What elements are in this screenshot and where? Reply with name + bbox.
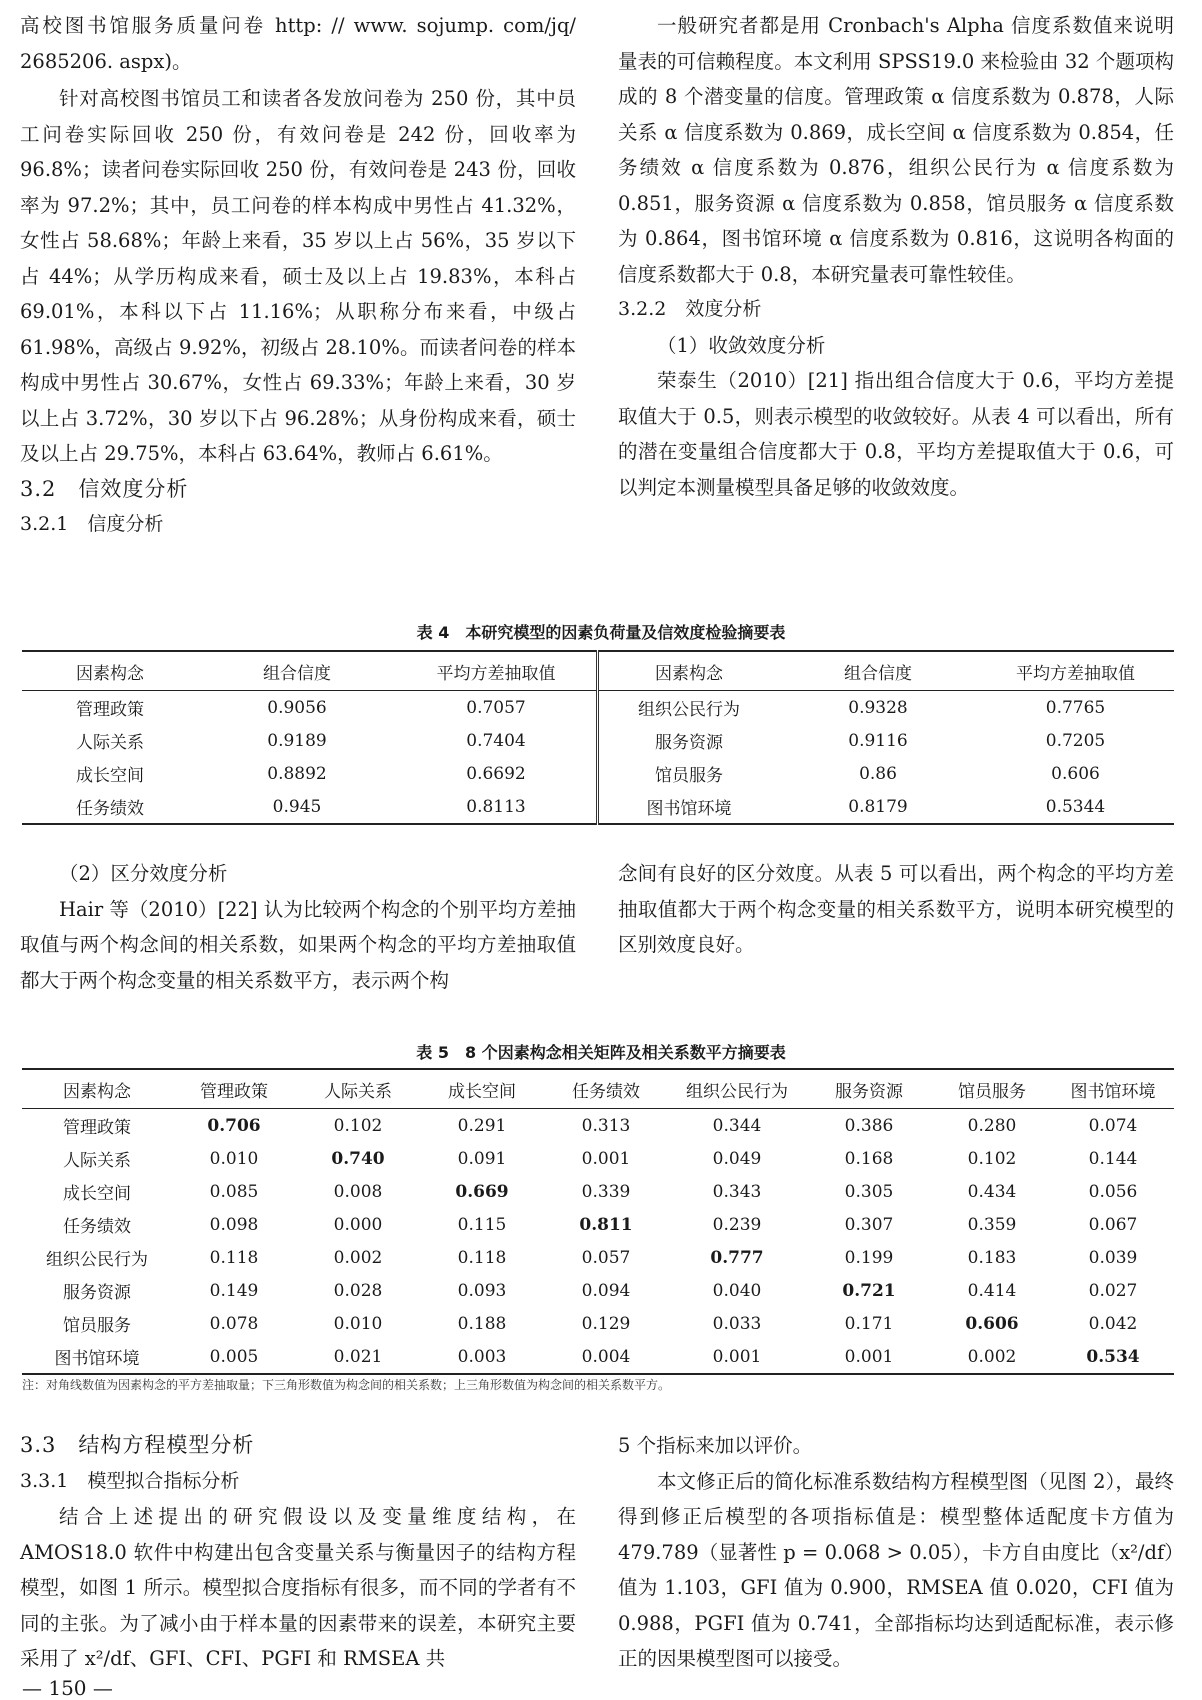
table-cell: 任务绩效 <box>76 799 144 819</box>
table-header: 成长空间 <box>420 1069 544 1109</box>
left-column-middle <box>20 856 576 998</box>
table-cell: 0.183 <box>967 1247 1017 1268</box>
table-cell: 0.6692 <box>466 763 526 784</box>
table-cell: 0.149 <box>209 1280 259 1301</box>
table-cell: 0.171 <box>844 1313 894 1334</box>
table-row <box>22 691 1174 725</box>
table-cell: 0.9189 <box>267 730 327 751</box>
table-cell: 0.9116 <box>848 730 908 751</box>
table-cell: 0.002 <box>333 1247 383 1268</box>
table-cell: 0.280 <box>967 1115 1017 1136</box>
table-cell: 0.040 <box>712 1280 762 1301</box>
table-cell: 0.042 <box>1088 1313 1138 1334</box>
paragraph: 一般研究者都是用 Cronbach's Alpha 信度系数值来说明量表的可信赖程度。本文利用 SPSS19.0 来检验由 32 个题项构成的 8 个潜变量的信度。管理政策 α 信度系数为 0.878，人际关系 α 信度系数为 0.869，成长空间 α 信度系数为 0.854，任务绩效 α 信度系数为 0.876，组织公民行为 α 信度系数为 0.851，服务资源 α 信度系数为 0.858，馆员服务 α 信度系数为 0.864，图书馆环境 α 信度系数为 0.816，这说明各构面的信度系数都大于 0.8，本研究量表可靠性较佳。 <box>618 14 1174 286</box>
table-cell: 0.002 <box>967 1346 1017 1367</box>
table-cell: 0.168 <box>844 1148 894 1169</box>
subheading: （2）区分效度分析 <box>59 862 228 885</box>
table-cell: 人际关系 <box>76 733 144 753</box>
table-cell: 0.010 <box>333 1313 383 1334</box>
table-cell: 0.7057 <box>466 697 526 718</box>
table-cell: 0.001 <box>712 1346 762 1367</box>
table-cell: 0.102 <box>967 1148 1017 1169</box>
table-cell: 0.721 <box>842 1280 896 1301</box>
table-header: 平均方差抽取值 <box>977 651 1174 691</box>
table-cell: 0.305 <box>844 1181 894 1202</box>
table-cell: 0.091 <box>457 1148 507 1169</box>
table-header: 平均方差抽取值 <box>396 651 598 691</box>
table-4 <box>22 650 1174 825</box>
paragraph: 5 个指标来加以评价。 <box>618 1434 813 1457</box>
table-cell: 组织公民行为 <box>46 1250 148 1270</box>
table-cell: 0.118 <box>457 1247 507 1268</box>
table-cell: 0.669 <box>455 1181 509 1202</box>
table-row <box>22 790 1174 824</box>
table-cell: 0.021 <box>333 1346 383 1367</box>
table-cell: 0.102 <box>333 1115 383 1136</box>
table-cell: 成长空间 <box>76 766 144 786</box>
table-header-row <box>22 1069 1174 1109</box>
table-cell: 0.010 <box>209 1148 259 1169</box>
table-cell: 0.008 <box>333 1181 383 1202</box>
paragraph: 念间有良好的区分效度。从表 5 可以看出，两个构念的平均方差抽取值都大于两个构念变量的相关系数平方，说明本研究模型的区别效度良好。 <box>618 862 1174 956</box>
table-cell: 服务资源 <box>598 724 780 757</box>
table-cell: 0.606 <box>1051 763 1100 784</box>
table-cell: 0.129 <box>581 1313 631 1334</box>
table-cell: 0.534 <box>1086 1346 1140 1367</box>
right-column-top <box>618 8 1174 505</box>
table-header: 人际关系 <box>296 1069 420 1109</box>
table-header: 因素构念 <box>598 651 780 691</box>
table-header: 组合信度 <box>198 651 396 691</box>
table-cell: 0.074 <box>1088 1115 1138 1136</box>
table-header: 任务绩效 <box>544 1069 668 1109</box>
subsection-heading: 3.2.1 信度分析 <box>20 513 164 535</box>
table-row <box>22 1274 1174 1307</box>
table-cell: 管理政策 <box>63 1118 131 1138</box>
table-cell: 0.239 <box>712 1214 762 1235</box>
table-5-note: 注：对角线数值为因素构念的平方差抽取量；下三角形数值为构念间的相关系数；上三角形数值为构念间的相关系数平方。 <box>22 1378 671 1392</box>
table-cell: 0.033 <box>712 1313 762 1334</box>
subsection-heading: 3.3.1 模型拟合指标分析 <box>20 1469 240 1492</box>
table-cell: 0.085 <box>209 1181 259 1202</box>
table-header: 因素构念 <box>22 1069 172 1109</box>
table-cell: 0.039 <box>1088 1247 1138 1268</box>
table-cell: 0.003 <box>457 1346 507 1367</box>
table-cell: 0.115 <box>457 1214 507 1235</box>
table-header: 图书馆环境 <box>1052 1069 1174 1109</box>
table-cell: 0.343 <box>712 1181 762 1202</box>
table-header: 因素构念 <box>22 651 198 691</box>
paragraph: 针对高校图书馆员工和读者各发放问卷为 250 份，其中员工问卷实际回收 250 份，有效问卷是 242 份，回收率为 96.8%；读者问卷实际回收 250 份，有效问卷是 243 份，回收率为 97.2%；其中，员工问卷的样本构成中男性占 41.32%，女性占 58.68%；年龄上来看，35 岁以上占 56%，35 岁以下占 44%；从学历构成来看，硕士及以上占 19.83%，本科占 69.01%，本科以下占 11.16%；从职称分布来看，中级占 61.98%，高级占 9.92%，初级占 28.10%。而读者问卷的样本构成中男性占 30.67%，女性占 69.33%；年龄上来看，30 岁以上占 3.72%，30 岁以下占 96.28%；从身份构成来看，硕士及以上占 29.75%，本科占 63.64%，教师占 6.61%。 <box>20 87 576 465</box>
table-row <box>22 757 1174 790</box>
table-cell: 0.7205 <box>1045 730 1106 751</box>
table-cell: 0.945 <box>272 796 322 817</box>
paragraph: 高校图书馆服务质量问卷 http: // www. sojump. com/jq/ 2685206. aspx)。 <box>20 14 576 73</box>
table-header: 组合信度 <box>779 651 977 691</box>
page-number: — 150 — <box>22 1676 113 1700</box>
table-cell: 0.339 <box>581 1181 631 1202</box>
table-cell: 0.7765 <box>1045 697 1106 718</box>
table-cell: 0.777 <box>710 1247 764 1268</box>
table-row <box>22 1307 1174 1340</box>
table-4-title: 表 4 本研究模型的因素负荷量及信效度检验摘要表 <box>416 623 786 642</box>
table-cell: 人际关系 <box>63 1151 131 1171</box>
table-cell: 0.9328 <box>848 697 908 718</box>
table-row <box>22 1142 1174 1175</box>
table-cell: 0.056 <box>1088 1181 1138 1202</box>
table-header: 服务资源 <box>806 1069 932 1109</box>
table-cell: 0.811 <box>579 1214 633 1235</box>
table-cell: 0.188 <box>457 1313 507 1334</box>
table-cell: 0.8892 <box>267 763 327 784</box>
table-cell: 0.313 <box>581 1115 631 1136</box>
table-cell: 任务绩效 <box>63 1217 131 1237</box>
paragraph: Hair 等（2010）[22] 认为比较两个构念的个别平均方差抽取值与两个构念间的相关系数，如果两个构念的平均方差抽取值都大于两个构念变量的相关系数平方，表示两个构 <box>20 897 576 992</box>
subsection-heading: 3.2.2 效度分析 <box>618 298 762 320</box>
table-cell: 0.434 <box>967 1181 1017 1202</box>
table-cell: 0.606 <box>965 1313 1019 1334</box>
left-column-bottom <box>20 1428 576 1677</box>
table-row <box>22 724 1174 757</box>
left-column-top <box>20 8 576 543</box>
section-heading: 3.3 结构方程模型分析 <box>20 1433 255 1457</box>
subheading: （1）收敛效度分析 <box>657 333 826 357</box>
table-cell: 0.386 <box>844 1115 894 1136</box>
table-5-title: 表 5 8 个因素构念相关矩阵及相关系数平方摘要表 <box>416 1043 786 1062</box>
paragraph: 荣泰生（2010）[21] 指出组合信度大于 0.6，平均方差提取值大于 0.5，则表示模型的收敛较好。从表 4 可以看出，所有的潜在变量组合信度都大于 0.8，平均方差提取值大于 0.6，可以判定本测量模型具备足够的收敛效度。 <box>618 369 1174 499</box>
table-cell: 0.027 <box>1088 1280 1138 1301</box>
table-cell: 0.094 <box>581 1280 631 1301</box>
table-cell: 0.144 <box>1088 1148 1138 1169</box>
table-cell: 0.291 <box>457 1115 507 1136</box>
table-cell: 0.049 <box>712 1148 762 1169</box>
table-header-row <box>22 651 1174 691</box>
table-cell: 0.199 <box>844 1247 894 1268</box>
table-cell: 0.067 <box>1088 1214 1138 1235</box>
table-cell: 组织公民行为 <box>598 691 780 725</box>
table-row <box>22 1175 1174 1208</box>
table-cell: 服务资源 <box>63 1283 131 1303</box>
table-cell: 0.8179 <box>848 796 908 817</box>
table-cell: 0.8113 <box>466 796 526 817</box>
paragraph: 本文修正后的简化标准系数结构方程模型图（见图 2），最终得到修正后模型的各项指标值是：模型整体适配度卡方值为 479.789（显著性 p = 0.068 > 0.05），卡方自由度比（x²/df）值为 1.103，GFI 值为 0.900，RMSEA 值 0.020，CFI 值为 0.988，PGFI 值为 0.741，全部指标均达到适配标准，表示修正的因果模型图可以接受。 <box>618 1469 1174 1670</box>
table-cell: 馆员服务 <box>63 1316 131 1336</box>
table-cell: 0.359 <box>967 1214 1017 1235</box>
table-cell: 0.098 <box>209 1214 259 1235</box>
table-cell: 馆员服务 <box>598 757 780 790</box>
table-cell: 0.004 <box>581 1346 631 1367</box>
table-cell: 0.344 <box>712 1115 762 1136</box>
table-cell: 0.078 <box>209 1313 259 1334</box>
right-column-bottom <box>618 1428 1174 1677</box>
table-header: 馆员服务 <box>932 1069 1052 1109</box>
table-cell: 0.414 <box>967 1280 1017 1301</box>
table-cell: 0.028 <box>333 1280 383 1301</box>
table-cell: 0.005 <box>209 1346 259 1367</box>
table-cell: 管理政策 <box>76 700 144 720</box>
table-row <box>22 1109 1174 1143</box>
right-column-middle <box>618 856 1174 963</box>
paragraph: 结合上述提出的研究假设以及变量维度结构，在 AMOS18.0 软件中构建出包含变量关系与衡量因子的结构方程模型，如图 1 所示。模型拟合度指标有很多，而不同的学者有不同的主张。为了减小由于样本量的因素带来的误差，本研究主要采用了 x²/df、GFI、CFI、PGFI 和 RMSEA 共 <box>20 1505 576 1670</box>
table-row <box>22 1241 1174 1274</box>
table-cell: 图书馆环境 <box>598 790 780 824</box>
table-cell: 0.118 <box>209 1247 259 1268</box>
table-cell: 0.740 <box>331 1148 385 1169</box>
table-cell: 0.001 <box>581 1148 631 1169</box>
table-cell: 0.9056 <box>267 697 327 718</box>
table-row <box>22 1340 1174 1374</box>
table-cell: 0.5344 <box>1045 796 1106 817</box>
table-header: 管理政策 <box>172 1069 296 1109</box>
table-row <box>22 1208 1174 1241</box>
table-header: 组织公民行为 <box>668 1069 806 1109</box>
section-heading: 3.2 信效度分析 <box>20 476 189 501</box>
table-cell: 0.000 <box>333 1214 383 1235</box>
table-cell: 0.7404 <box>466 730 526 751</box>
table-cell: 0.706 <box>207 1115 261 1136</box>
table-cell: 0.307 <box>844 1214 894 1235</box>
table-cell: 图书馆环境 <box>54 1349 140 1369</box>
table-cell: 0.001 <box>844 1346 894 1367</box>
table-cell: 成长空间 <box>63 1184 131 1204</box>
table-cell: 0.093 <box>457 1280 507 1301</box>
table-cell: 0.057 <box>581 1247 631 1268</box>
table-cell: 0.86 <box>859 763 897 784</box>
table-5 <box>22 1068 1174 1375</box>
